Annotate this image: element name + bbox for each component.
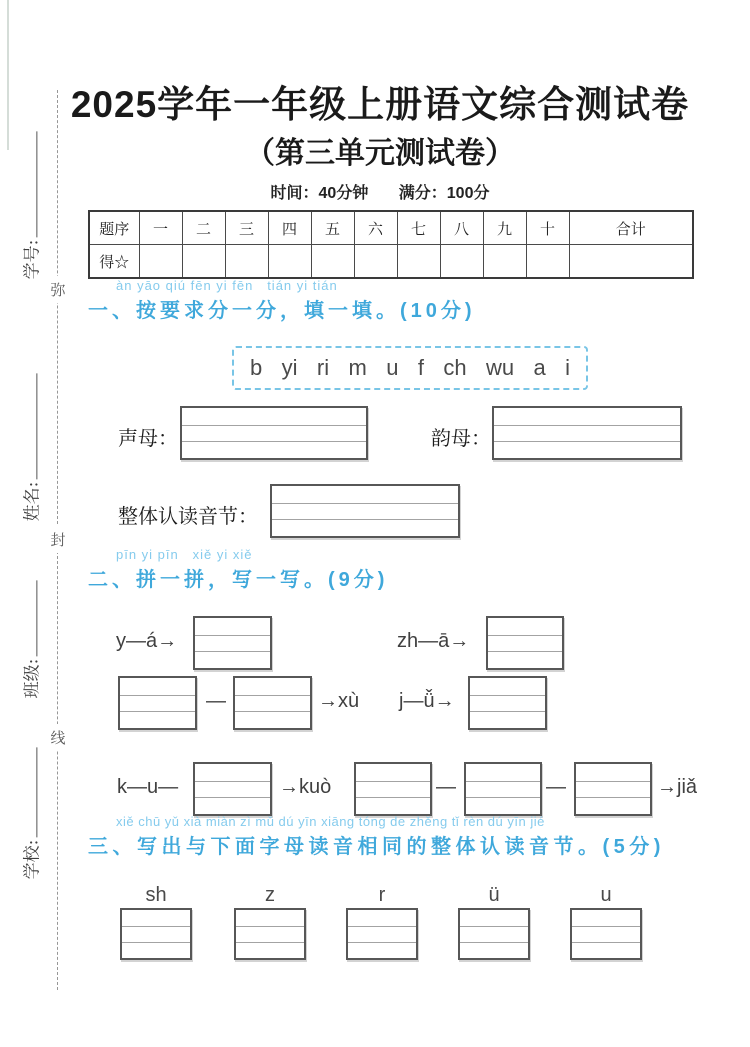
section3-letter-r: r [378,884,386,906]
section3-answer-grid-1 [120,908,192,960]
page-subtitle: （第三单元测试卷） [245,137,515,170]
zhengti-answer-grid [270,484,460,538]
section1-pinyin: àn yāo qiú fēn yi fēn tián yi tián [116,278,338,293]
school-label: 学校: [22,839,43,879]
header-2: 二 [182,211,225,245]
letter-bank-box [232,346,588,390]
exam-time: 时间：40分钟 [270,185,369,202]
class-blank [37,580,38,656]
seal-char-feng: 封 [48,526,68,553]
spell-item3-grid1 [118,676,197,730]
student-name-blank [37,373,38,479]
score-cell-total [569,245,693,279]
section3-answer-grid-5 [570,908,642,960]
letter-item: yi [281,355,298,380]
letter-item: i [565,355,570,380]
spell-item1-grid [193,616,272,670]
score-cell [268,245,311,279]
student-name-label: 姓名: [22,481,43,521]
school-field [6,732,54,894]
spell-item6-dash1: — [436,776,456,798]
score-table-header-row [89,211,693,245]
school-blank [37,747,38,837]
class-field [6,566,54,712]
shengmu-label: 声母： [118,426,178,450]
exam-meta [70,180,690,203]
score-cell [397,245,440,279]
section3-letter-z: z [265,884,275,906]
letter-item: ch [443,355,467,380]
seal-char-xian: 线 [48,724,68,751]
score-cell [182,245,225,279]
letter-item: ri [316,355,330,380]
spell-item5-result: →kuò [279,776,332,798]
section3-answer-grid-4 [458,908,530,960]
score-table-score-row [89,245,693,279]
header-10: 十 [526,211,569,245]
section2-heading: 二、拼一拼，写一写。(9分) [88,569,389,591]
score-cell [139,245,182,279]
score-cell [526,245,569,279]
letter-item: f [417,355,424,380]
student-number-field [6,114,54,296]
header-8: 八 [440,211,483,245]
section2-pinyin: pīn yi pīn xiě yi xiě [116,547,253,562]
section3-answer-grid-2 [234,908,306,960]
header-3: 三 [225,211,268,245]
spell-item4-prefix: j—ǚ→ [399,690,455,712]
section3-letter-sh: sh [145,884,167,906]
spell-item6-grid3 [574,762,652,816]
spell-item3-grid2 [233,676,312,730]
yunmu-answer-grid [492,406,682,460]
student-name-field [6,356,54,538]
header-tixu: 题序 [89,211,139,245]
header-5: 五 [311,211,354,245]
zhengti-label: 整体认读音节： [118,504,258,528]
section3-heading: 三、写出与下面字母读音相同的整体认读音节。(5分) [88,836,665,858]
letter-item: u [386,355,399,380]
section3-letter-u: u [600,884,612,906]
header-4: 四 [268,211,311,245]
student-number-blank [37,131,38,237]
score-table [88,210,694,279]
spell-item3-result: →xù [318,690,360,712]
spell-item5-grid [193,762,272,816]
spell-item3-dash: — [206,690,226,712]
seal-char-mi: 弥 [48,276,68,303]
spell-item4-grid [468,676,547,730]
spell-item6-dash2: — [546,776,566,798]
letter-item: a [533,355,546,380]
spell-item1-prefix: y—á→ [116,630,178,652]
spell-item6-grid2 [464,762,542,816]
score-row-label: 得☆ [89,245,139,279]
score-cell [440,245,483,279]
header-7: 七 [397,211,440,245]
student-number-label: 学号: [22,239,43,279]
letter-item: wu [485,355,515,380]
page-title: 2025学年一年级上册语文综合测试卷 [70,84,690,125]
letter-item: b [250,355,263,380]
header-total: 合计 [569,211,693,245]
score-cell [483,245,526,279]
spell-item5-prefix: k—u— [117,776,179,798]
letter-item: m [348,355,367,380]
section3-answer-grid-3 [346,908,418,960]
score-cell [225,245,268,279]
section3-pinyin: xiě chū yǔ xià miàn zì mǔ dú yīn xiāng tóng de zhěng tǐ rèn dú yīn jié [116,814,545,829]
score-cell [311,245,354,279]
spell-item6-grid1 [354,762,432,816]
spell-item6-result: →jiǎ [657,776,698,798]
spell-item2-prefix: zh—ā→ [397,630,470,652]
header-6: 六 [354,211,397,245]
spell-item2-grid [486,616,564,670]
exam-full-score: 满分：100分 [398,185,490,202]
header-1: 一 [139,211,182,245]
shengmu-answer-grid [180,406,368,460]
score-cell [354,245,397,279]
yunmu-label: 韵母： [431,426,491,450]
section1-heading: 一、按要求分一分，填一填。(10分) [88,300,476,322]
section3-letter-v: ü [488,884,500,906]
class-label: 班级: [22,658,43,698]
header-9: 九 [483,211,526,245]
